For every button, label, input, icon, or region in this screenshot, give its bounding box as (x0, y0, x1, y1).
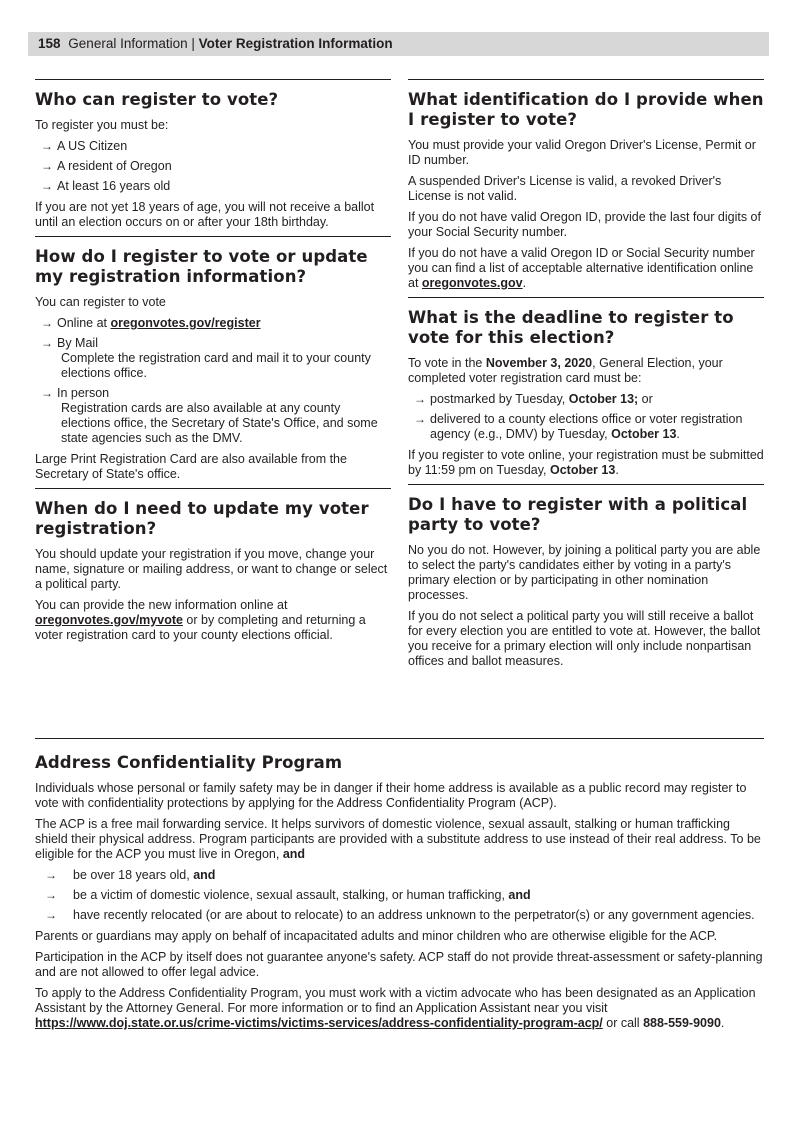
arrow-icon: → (41, 139, 53, 153)
page-number: 158 (38, 36, 61, 51)
arrow-icon: → (45, 908, 57, 922)
deadline-section (408, 308, 764, 478)
list-item: → By Mail Complete the registration card and mail it to your county elections office. (41, 336, 371, 380)
paragraph: You must provide your valid Oregon Driver's License, Permit or ID number. (408, 138, 756, 167)
section-divider (35, 236, 391, 237)
list-item: → be a victim of domestic violence, sexual assault, stalking, or human trafficking, and (45, 888, 531, 902)
arrow-icon: → (41, 316, 53, 330)
list-item: → have recently relocated (or are about to relocate) to an address unknown to the perpetrator(s) or any government agencies. (45, 908, 755, 922)
paragraph: Parents or guardians may apply on behalf of incapacitated adults and minor children who are otherwise eligible for the ACP. (35, 929, 718, 943)
list-item: → postmarked by Tuesday, October 13; or (414, 392, 653, 406)
paragraph: A suspended Driver's License is valid, a revoked Driver's License is not valid. (408, 174, 722, 203)
header-section: Voter Registration Information (198, 36, 393, 51)
arrow-icon: → (414, 412, 426, 426)
section-divider (408, 484, 764, 485)
arrow-icon: → (41, 179, 53, 193)
arrow-icon: → (41, 336, 53, 350)
list-item: → In person Registration cards are also available at any county elections office, the Secretary of State's Office, and some state agencies such as the DMV. (41, 386, 378, 445)
arrow-icon: → (41, 386, 53, 400)
identification-section (408, 90, 764, 291)
list-item: → A US Citizen (41, 139, 128, 153)
paragraph: To vote in the November 3, 2020, General Election, your completed voter registration card must be: (408, 356, 723, 385)
address-confidentiality-section (35, 738, 764, 1037)
section-heading: Do I have to register with a political party to vote? (408, 495, 748, 534)
section-divider (408, 79, 764, 80)
page-header (28, 32, 769, 56)
doj-acp-link[interactable]: https://www.doj.state.or.us/crime-victims/victims-services/address-confidentiality-program-acp/ (35, 1016, 603, 1030)
arrow-icon: → (45, 868, 57, 882)
section-heading: How do I register to vote or update my registration information? (35, 247, 368, 286)
paragraph: If you do not have valid Oregon ID, provide the last four digits of your Social Security number. (408, 210, 761, 239)
paragraph: To register you must be: (35, 118, 169, 132)
oregonvotes-link[interactable]: oregonvotes.gov (421, 276, 523, 290)
list-item: → be over 18 years old, and (45, 868, 216, 882)
header-category: General Information | (68, 36, 195, 51)
who-can-register-section (35, 90, 391, 230)
requirements-list (35, 139, 391, 194)
paragraph: To apply to the Address Confidentiality Program, you must work with a victim advocate who has been designated as an Application Assistant by the Attorney General. For more information or to find an Application Assistant near you visit https://www.doj.state.or.us/crime-victims/victims-services/address-confidentiality-program-acp/ or call 888-559-9090. (35, 986, 756, 1030)
section-heading: What is the deadline to register to vote for this election? (408, 308, 734, 347)
paragraph: If you register to vote online, your registration must be submitted by 11:59 pm on Tuesday, October 13. (408, 448, 764, 477)
right-column (408, 79, 764, 675)
register-methods-list (35, 316, 391, 446)
political-party-section (408, 495, 764, 669)
section-divider (408, 297, 764, 298)
list-item: → delivered to a county elections office or voter registration agency (e.g., DMV) by Tuesday, October 13. (414, 412, 743, 441)
section-divider (35, 79, 391, 80)
section-heading: Who can register to vote? (35, 90, 279, 109)
paragraph: If you are not yet 18 years of age, you will not receive a ballot until an election occurs on or after your 18th birthday. (35, 200, 375, 229)
paragraph: You should update your registration if you move, change your name, signature or mailing address, or want to change or select a political party. (35, 547, 388, 591)
section-heading: When do I need to update my voter registration? (35, 499, 369, 538)
left-column (35, 79, 391, 649)
paragraph: You can register to vote (35, 295, 166, 309)
paragraph: If you do not have a valid Oregon ID or Social Security number you can find a list of acceptable alternative identification online at oregonvotes.gov. (408, 246, 755, 290)
section-heading: Address Confidentiality Program (35, 753, 343, 772)
paragraph: The ACP is a free mail forwarding service. It helps survivors of domestic violence, sexual assault, stalking or human trafficking shield their physical address. Program participants are provided with a substitute address to use instead of their real address. To be eligible for the ACP you must live in Oregon, and (35, 817, 761, 861)
arrow-icon: → (414, 392, 426, 406)
list-item: → A resident of Oregon (41, 159, 172, 173)
deadline-list (408, 392, 764, 442)
paragraph: No you do not. However, by joining a political party you are able to select the party's candidates either by voting in a party's primary election or by participating in other nomination processes. (408, 543, 761, 602)
acp-phone: 888-559-9090 (643, 1016, 721, 1030)
paragraph: Participation in the ACP by itself does not guarantee anyone's safety. ACP staff do not provide threat-assessment or safety-planning and are not allowed to offer legal advice. (35, 950, 763, 979)
eligibility-list (35, 868, 764, 923)
arrow-icon: → (41, 159, 53, 173)
paragraph: You can provide the new information online at oregonvotes.gov/myvote or by completing and returning a voter registration card to your county elections official. (35, 598, 366, 642)
section-heading: What identification do I provide when I register to vote? (408, 90, 764, 129)
paragraph: Individuals whose personal or family safety may be in danger if their home address is available as a public record may register to vote with confidentiality protections by applying for the Address Confidentiality Program (ACP). (35, 781, 747, 810)
paragraph: If you do not select a political party you will still receive a ballot for every election you are entitled to vote at. However, the ballot you receive for a primary election will only include nonpartisan offices and ballot measures. (408, 609, 761, 668)
myvote-link[interactable]: oregonvotes.gov/myvote (35, 613, 183, 627)
list-item: → At least 16 years old (41, 179, 171, 193)
section-divider (35, 738, 764, 739)
register-online-link[interactable]: oregonvotes.gov/register (110, 316, 261, 330)
paragraph: Large Print Registration Card are also available from the Secretary of State's office. (35, 452, 347, 481)
list-item: → Online at oregonvotes.gov/register (41, 316, 261, 330)
section-divider (35, 488, 391, 489)
arrow-icon: → (45, 888, 57, 902)
how-to-register-section (35, 247, 391, 482)
when-to-update-section (35, 499, 391, 643)
